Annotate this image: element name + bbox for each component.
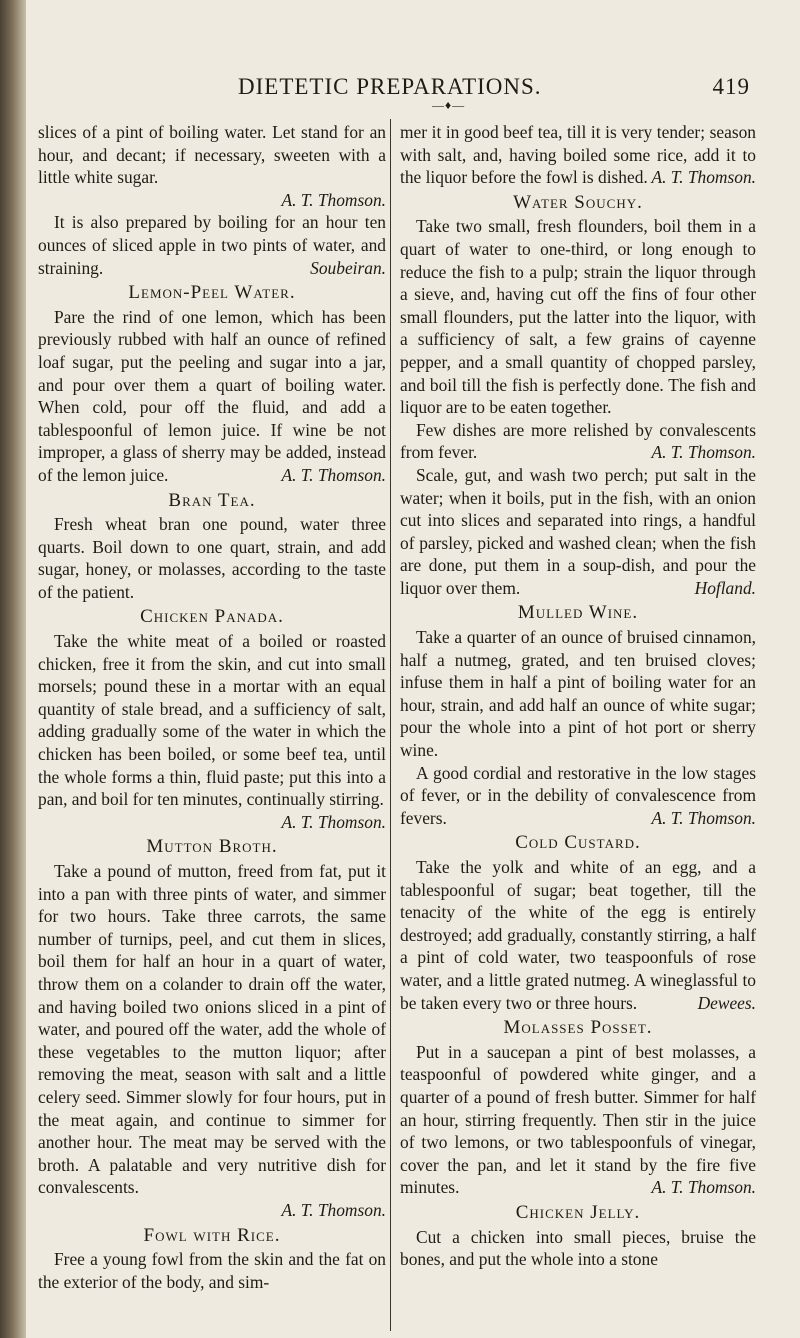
recipe-heading: Fowl with Rice.	[143, 1224, 281, 1246]
paragraph: Take two small, fresh flounders, boil them in a quart of water to one-third, or long enough to reduce the fish to a pulp; strain the liquor through a sieve, and, having cut off the fins of four other small flounders, put the latter into the liquor, with a sufficiency of salt, a few grains of cayenne pepper, and a small quantity of chopped parsley, and boil till the fish is perfectly done. The fish and liquor are to be eaten together.	[400, 216, 756, 418]
source-citation: Dewees.	[697, 992, 756, 1013]
paragraph: Pare the rind of one lemon, which has been previously rubbed with half an ounce of refined loaf sugar, put the peeling and sugar into a jar, and pour over them a quart of boiling water. When cold, pour off the fluid, and add a tablespoonful of lemon juice. If wine be not improper, a glass of sherry may be added, instead of the lemon juice. A. T. Thomson.	[38, 306, 386, 485]
paragraph: Few dishes are more relished by convalescents from fever. A. T. Thomson.	[400, 419, 756, 463]
source-citation: A. T. Thomson.	[651, 1177, 756, 1198]
source-citation: A. T. Thomson.	[281, 1199, 386, 1220]
paragraph: slices of a pint of boiling water. Let stand for an hour, and decant; if necessary, sweeten with a little white sugar.	[38, 122, 386, 188]
recipe-heading: Molasses Posset.	[503, 1017, 653, 1039]
recipe-heading: Mutton Broth.	[146, 836, 278, 858]
header-ornament: —♦—	[432, 98, 466, 112]
paragraph: Take the yolk and white of an egg, and a tablespoonful of sugar; beat together, till the tenacity of the white of the egg is entirely destroyed; add gradually, constantly stirring, a half a pint of cold water, two teaspoonfuls of rose water, and a little grated nutmeg. A wineglassful to be taken every two or three hours. Dewees.	[400, 857, 756, 1013]
paragraph: mer it in good beef tea, till it is very tender; season with salt, and, having boiled some rice, add it to the liquor before the fowl is dished. A. T. Thomson.	[400, 122, 756, 188]
source-citation: A. T. Thomson.	[651, 442, 756, 463]
recipe-heading: Cold Custard.	[515, 832, 641, 854]
paragraph: Take a pound of mutton, freed from fat, put it into a pan with three pints of water, and simmer for two hours. Take three carrots, the same number of turnips, peel, and cut them in slices, boil them for half an hour in a quart of water, throw them on a colander to drain off the water, and having boiled two onions sliced in a pint of water, and poured off the water, add the whole of these vegetables to the mutton liquor; after removing the meat, season with salt and a little celery seed. Simmer slowly for four hours, put in the meat again, and continue to simmer for another hour. The meat may be served with the broth. A palatable and very nutritive dish for convalescents.	[38, 861, 386, 1198]
left-column	[38, 121, 386, 1293]
paragraph: Put in a saucepan a pint of best molasses, a teaspoonful of powdered white ginger, and a quarter of a pound of fresh butter. Simmer for half an hour, stirring frequently. Then stir in the juice of two lemons, or two tablespoonfuls of vinegar, cover the pan, and let it stand by the fire five minutes. A. T. Thomson.	[400, 1041, 756, 1198]
recipe-heading: Lemon-Peel Water.	[128, 282, 296, 304]
book-binding-edge	[0, 0, 26, 1338]
recipe-heading: Chicken Panada.	[140, 606, 284, 628]
paragraph: Cut a chicken into small pieces, bruise the bones, and put the whole into a stone	[400, 1226, 756, 1270]
paragraph: Free a young fowl from the skin and the fat on the exterior of the body, and sim-	[38, 1249, 386, 1292]
source-citation: A. T. Thomson.	[651, 167, 756, 188]
recipe-heading: Water Souchy.	[513, 191, 643, 213]
paragraph: Fresh wheat bran one pound, water three quarts. Boil down to one quart, strain, and add sugar, honey, or molasses, according to the taste of the patient.	[38, 514, 386, 602]
page-number: 419	[712, 74, 750, 99]
paragraph: It is also prepared by boiling for an hour ten ounces of sliced apple in two pints of water, and straining. Soubeiran.	[38, 212, 386, 278]
source-citation: A. T. Thomson.	[281, 189, 386, 210]
right-column	[400, 121, 756, 1271]
column-divider	[390, 119, 391, 1331]
paragraph: Take the white meat of a boiled or roasted chicken, free it from the skin, and cut into small morsels; pound these in a mortar with an equal quantity of stale bread, and a sufficiency of salt, adding gradually some of the water in which the chicken has been boiled, or some beef tea, until the whole forms a thin, fluid paste; put this into a pan, and boil for ten minutes, continually stirring.	[38, 631, 386, 810]
paragraph: Take a quarter of an ounce of bruised cinnamon, half a nutmeg, grated, and ten bruised cloves; infuse them in half a pint of boiling water for an hour, strain, and add half an ounce of white sugar; pour the whole into a pint of hot port or sherry wine.	[400, 627, 756, 761]
paragraph: A good cordial and restorative in the low stages of fever, or in the debility of convalescence from fevers. A. T. Thomson.	[400, 762, 756, 828]
recipe-heading: Mulled Wine.	[517, 602, 639, 624]
running-title: DIETETIC PREPARATIONS.	[238, 74, 542, 99]
source-citation: A. T. Thomson.	[281, 464, 386, 485]
page-header	[118, 74, 750, 112]
source-citation: Hofland.	[694, 577, 756, 598]
paragraph: Scale, gut, and wash two perch; put salt in the water; when it boils, put in the fish, with an onion cut into slices and separated into rings, a handful of parsley, picked and washed clean; when the fish are done, put them in a soup-dish, and pour the liquor over them. Hofland.	[400, 464, 756, 598]
source-citation: Soubeiran.	[310, 257, 386, 278]
source-citation: A. T. Thomson.	[281, 811, 386, 832]
recipe-heading: Bran Tea.	[168, 489, 256, 511]
recipe-heading: Chicken Jelly.	[515, 1201, 641, 1223]
source-citation: A. T. Thomson.	[651, 807, 756, 828]
